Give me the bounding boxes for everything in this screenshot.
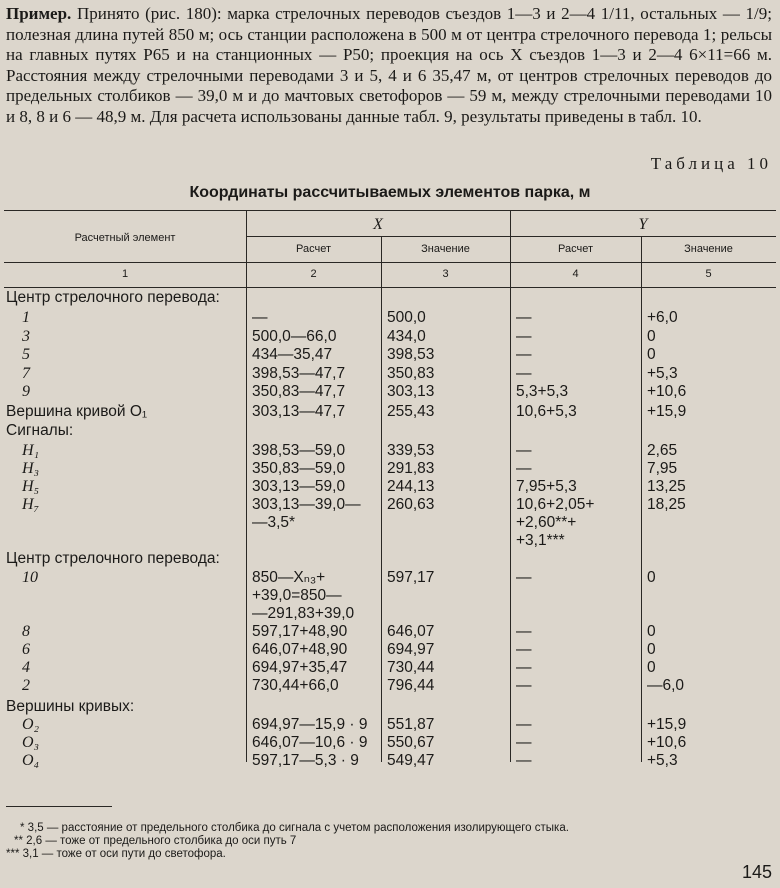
- row-y-value: +6,0: [647, 309, 678, 326]
- header-calc-x: Расчет: [296, 243, 331, 255]
- row-element: Вершина кривой O₁: [6, 403, 148, 420]
- row-x-value: 303,13: [387, 383, 435, 400]
- row-y-value: +15,9: [647, 403, 687, 420]
- row-y-calc: —: [516, 659, 532, 676]
- table-title: Координаты рассчитываемых элементов парка, м: [189, 184, 591, 201]
- row-y-value: 0: [647, 641, 656, 658]
- row-y-value: 18,25: [647, 496, 686, 513]
- row-x-value: 434,0: [387, 328, 426, 345]
- row-x-calc: 597,17+48,90: [252, 623, 348, 640]
- col-number-4: 4: [572, 268, 579, 280]
- row-x-value: 244,13: [387, 478, 435, 495]
- row-x-calc: —291,83+39,0: [252, 605, 355, 622]
- row-x-value: 398,53: [387, 346, 435, 363]
- header-element: Расчетный элемент: [74, 232, 176, 244]
- row-y-value: +10,6: [647, 734, 687, 751]
- row-x-value: 597,17: [387, 569, 435, 586]
- row-x-calc: 398,53—47,7: [252, 365, 346, 382]
- row-element: 5: [22, 346, 30, 363]
- row-x-calc: 303,13—39,0—: [252, 496, 361, 513]
- row-y-value: +15,9: [647, 716, 687, 733]
- row-element: Сигналы:: [6, 422, 74, 439]
- row-element: 4: [22, 659, 30, 676]
- header-mid-rule: [246, 236, 776, 237]
- footnote-3: *** 3,1 — тоже от оси пути до светофора.: [6, 848, 226, 860]
- row-y-calc: —: [516, 460, 532, 477]
- col-number-5: 5: [705, 268, 712, 280]
- row-y-value: 0: [647, 346, 656, 363]
- row-y-calc: 10,6+5,3: [516, 403, 577, 420]
- row-y-value: 0: [647, 623, 656, 640]
- row-element: H₁: [22, 442, 40, 459]
- footnote-rule: [6, 806, 112, 807]
- row-y-value: +5,3: [647, 365, 678, 382]
- row-x-value: 291,83: [387, 460, 435, 477]
- row-element: O₂: [22, 716, 40, 733]
- row-x-calc: —: [252, 309, 268, 326]
- row-y-value: 0: [647, 328, 656, 345]
- row-y-calc: 10,6+2,05+: [516, 496, 595, 513]
- row-y-calc: —: [516, 365, 532, 382]
- row-element: H₇: [22, 496, 40, 513]
- row-y-value: +10,6: [647, 383, 687, 400]
- row-y-calc: —: [516, 569, 532, 586]
- row-y-calc: +3,1***: [516, 532, 565, 549]
- row-element: O₄: [22, 752, 40, 769]
- header-calc-y: Расчет: [558, 243, 593, 255]
- row-element: 10: [22, 569, 38, 586]
- col-number-1: 1: [121, 268, 129, 280]
- row-element: 9: [22, 383, 30, 400]
- row-element: H₃: [22, 460, 40, 477]
- row-x-calc: 646,07+48,90: [252, 641, 348, 658]
- header-value-x: Значение: [421, 243, 470, 255]
- row-y-value: 0: [647, 569, 656, 586]
- row-x-calc: 694,97+35,47: [252, 659, 348, 676]
- row-y-value: 2,65: [647, 442, 678, 459]
- row-y-calc: 7,95+5,3: [516, 478, 577, 495]
- row-x-value: 339,53: [387, 442, 435, 459]
- row-y-calc: —: [516, 641, 532, 658]
- row-x-calc: 646,07—10,6 · 9: [252, 734, 368, 751]
- col-divider-3: [510, 210, 511, 762]
- row-y-calc: —: [516, 716, 532, 733]
- row-y-value: —6,0: [647, 677, 685, 694]
- row-x-calc: 350,83—59,0: [252, 460, 346, 477]
- row-x-value: 796,44: [387, 677, 435, 694]
- row-element: O₃: [22, 734, 40, 751]
- row-y-calc: —: [516, 623, 532, 640]
- row-x-calc: 597,17—5,3 · 9: [252, 752, 359, 769]
- row-y-calc: —: [516, 442, 532, 459]
- row-y-calc: —: [516, 309, 532, 326]
- intro-paragraph: [6, 4, 772, 128]
- row-element: 8: [22, 623, 30, 640]
- row-x-calc: —3,5*: [252, 514, 296, 531]
- row-element: Центр стрелочного перевода:: [6, 289, 220, 306]
- number-row-rule: [4, 287, 776, 288]
- footnote-2: ** 2,6 — тоже от предельного столбика до оси путь 7: [14, 835, 297, 847]
- row-x-value: 730,44: [387, 659, 435, 676]
- header-rule: [4, 262, 776, 263]
- row-x-value: 500,0: [387, 309, 426, 326]
- row-x-calc: 303,13—47,7: [252, 403, 346, 420]
- intro-text: Принято (рис. 180): марка стрелочных переводов съездов 1—3 и 2—4 1/11, остальных — 1/9; полезная длина путей 850 м; ось станции расположена в 500 м от центра стрелочного перевода 1; рельсы на главных путях Р65 и на станционных — Р50; проекция на ось X съездов 1—3 и 2—4 6×11=66 м. Расстояния между стрелочными переводами 3 и 5, 4 и 6 35,47 м, от центров стрелочных переводов до предельных столбиков — 39,0 м и до мачтовых светофоров — 59 м, между стрелочными переводами 10 и 8, 8 и 6 — 48,9 м. Для расчета использованы данные табл. 9, результаты приведены в табл. 10.: [6, 4, 773, 126]
- row-element: 6: [22, 641, 30, 658]
- row-x-value: 260,63: [387, 496, 435, 513]
- footnote-1: * 3,5 — расстояние от предельного столбика до сигнала с учетом расположения изолирующего стыка.: [20, 822, 569, 834]
- col-number-3: 3: [442, 268, 449, 280]
- col-divider-2: [381, 236, 382, 762]
- row-x-calc: 500,0—66,0: [252, 328, 337, 345]
- row-y-value: +5,3: [647, 752, 678, 769]
- row-y-calc: —: [516, 328, 532, 345]
- row-y-calc: —: [516, 734, 532, 751]
- row-x-calc: 730,44+66,0: [252, 677, 339, 694]
- row-element: H₅: [22, 478, 40, 495]
- row-x-value: 646,07: [387, 623, 435, 640]
- row-x-calc: +39,0=850—: [252, 587, 342, 604]
- row-element: 7: [22, 365, 30, 382]
- row-y-value: 0: [647, 659, 656, 676]
- page-number: 145: [741, 862, 772, 882]
- row-x-value: 550,67: [387, 734, 435, 751]
- row-x-calc: 850—Xₙ₃+: [252, 569, 326, 586]
- row-x-value: 694,97: [387, 641, 435, 658]
- row-element: 3: [22, 328, 30, 345]
- row-x-calc: 398,53—59,0: [252, 442, 346, 459]
- row-x-value: 551,87: [387, 716, 435, 733]
- row-y-value: 7,95: [647, 460, 678, 477]
- row-y-calc: —: [516, 752, 532, 769]
- row-x-calc: 694,97—15,9 · 9: [252, 716, 368, 733]
- header-value-y: Значение: [684, 243, 733, 255]
- row-element: Вершины кривых:: [6, 698, 135, 715]
- row-y-calc: —: [516, 677, 532, 694]
- row-x-calc: 350,83—47,7: [252, 383, 346, 400]
- header-x: X: [373, 216, 383, 233]
- row-x-calc: 434—35,47: [252, 346, 333, 363]
- row-y-calc: +2,60**+: [516, 514, 577, 531]
- row-element: 2: [22, 677, 30, 694]
- row-element: Центр стрелочного перевода:: [6, 550, 220, 567]
- row-x-value: 350,83: [387, 365, 435, 382]
- col-divider-4: [641, 236, 642, 762]
- table-label: Таблица 10: [650, 154, 772, 173]
- row-y-calc: 5,3+5,3: [516, 383, 569, 400]
- header-y: Y: [638, 216, 648, 233]
- table-top-rule: [4, 210, 776, 211]
- row-x-value: 255,43: [387, 403, 435, 420]
- row-element: 1: [22, 309, 30, 326]
- row-y-value: 13,25: [647, 478, 686, 495]
- col-divider-1: [246, 210, 247, 762]
- row-y-calc: —: [516, 346, 532, 363]
- row-x-calc: 303,13—59,0: [252, 478, 346, 495]
- intro-lead: Пример.: [6, 4, 72, 23]
- col-number-2: 2: [310, 268, 317, 280]
- row-x-value: 549,47: [387, 752, 435, 769]
